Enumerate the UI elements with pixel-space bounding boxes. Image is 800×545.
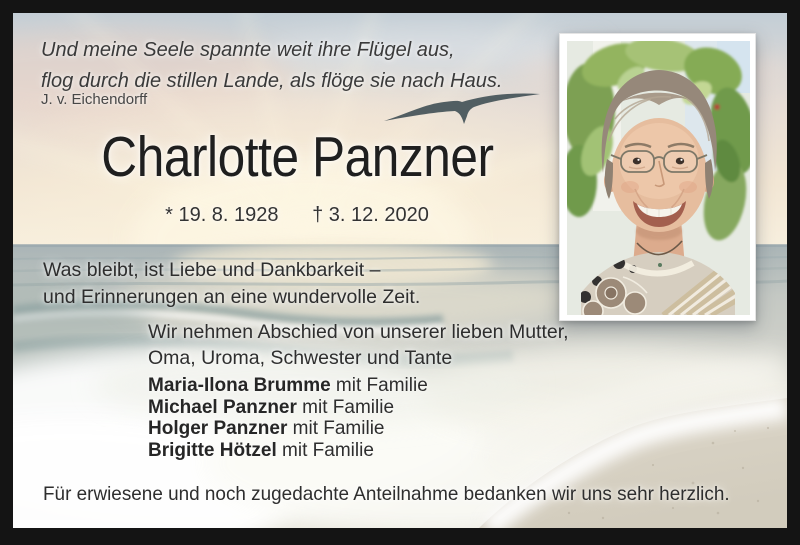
- deceased-name-wrap: [13, 126, 581, 188]
- mourners-list: [148, 375, 428, 462]
- mourner-row: [148, 418, 428, 440]
- mourner-name: Holger Panzner: [148, 418, 288, 440]
- remembrance-block: [43, 257, 420, 311]
- notice-card: [13, 13, 787, 528]
- quote-line-1: Und meine Seele spannte weit ihre Flügel aus,: [41, 39, 455, 61]
- farewell-line-2: Oma, Uroma, Schwester und Tante: [148, 346, 453, 369]
- death-date: † 3. 12. 2020: [312, 204, 429, 226]
- mourner-name: Brigitte Hötzel: [148, 440, 277, 462]
- thanks-line: Für erwiesene und noch zugedachte Anteilnahme bedanken wir uns sehr herzlich.: [43, 483, 730, 505]
- portrait-photo: [559, 33, 756, 321]
- birth-date: * 19. 8. 1928: [165, 204, 279, 226]
- remembrance-line-1: Was bleibt, ist Liebe und Dankbarkeit –: [43, 259, 381, 281]
- life-dates: [13, 204, 581, 227]
- quote-line-2: flog durch die stillen Lande, als flöge sie nach Haus.: [41, 70, 503, 92]
- mourner-suffix: mit Familie: [276, 440, 374, 462]
- portrait-illustration: [567, 41, 750, 315]
- farewell-block: [148, 320, 569, 371]
- remembrance-line-2: und Erinnerungen an eine wundervolle Zeit.: [43, 286, 421, 308]
- farewell-line-1: Wir nehmen Abschied von unserer lieben Mutter,: [148, 321, 569, 343]
- quote-block: [41, 35, 502, 97]
- mourner-name: Maria-Ilona Brumme: [148, 375, 331, 396]
- mourner-row: [148, 440, 428, 462]
- mourner-suffix: mit Familie: [330, 375, 428, 396]
- mourner-name: Michael Panzner: [148, 396, 297, 418]
- mourner-suffix: mit Familie: [287, 418, 385, 440]
- mourner-row: [148, 397, 428, 419]
- quote-attribution: J. v. Eichendorff: [41, 91, 148, 108]
- mourner-suffix: mit Familie: [296, 396, 395, 418]
- deceased-name: Charlotte Panzner: [100, 125, 494, 189]
- mourner-row: [148, 375, 428, 397]
